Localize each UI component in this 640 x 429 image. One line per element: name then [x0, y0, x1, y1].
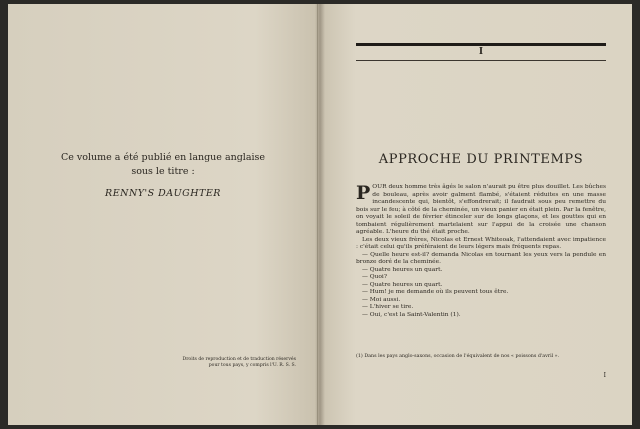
- right-page: [318, 4, 632, 425]
- left-page: [8, 4, 318, 425]
- original-title: RENNY'S DAUGHTER: [105, 188, 221, 199]
- dialogue-line: — Quoi?: [362, 274, 387, 280]
- rights-notice: [176, 357, 296, 369]
- chapter-body: [356, 184, 606, 319]
- rights-line-1: Droits de reproduction et de traduction réservés: [182, 357, 296, 362]
- rights-line-2: pour tous pays, y compris l'U. R. S. S.: [208, 363, 296, 368]
- dialogue-line: — Moi aussi.: [362, 296, 401, 303]
- chapter-title: APPROCHE DU PRINTEMPS: [378, 152, 584, 167]
- edition-notice: [8, 151, 318, 201]
- dialogue-line: — Quatre heures un quart.: [362, 281, 443, 288]
- dialogue-line: — Hum! je me demande où ils peuvent tous être.: [362, 289, 509, 295]
- notice-line-1: Ce volume a été publié en langue anglaise: [60, 152, 266, 163]
- paragraph: POUR deux homme très âgés le salon n'aurait pu être plus douillet. Les bûches de bouleau, après avoir galment flambé, s'étaient réduites en une masse incandescente qui, bientôt, s'effondrerait; il faudrait sous peu remettre du bois sur le feu; à côté de la cheminée, un vieux panier en était plein. Par la fenêtre, on voyait le soleil de février étinceler sur de longs glaçons, et les gouttes qui en tombaient régulièrement martelaient sur l'appui de la croisée une chanson agréable. L'heure du thé était proche.: [356, 182, 606, 235]
- page-number: I: [603, 372, 606, 379]
- book-spread: [8, 4, 632, 425]
- chapter-rule-bottom: [356, 60, 606, 61]
- paragraph: — Quelle heure est-il? demanda Nicolas en tournant les yeux vers la pendule en bronze doré de la cheminée.: [356, 251, 606, 265]
- drop-cap: P: [356, 182, 371, 204]
- paragraph: Les deux vieux frères, Nicolas et Ernest Whiteoak, l'attendaient avec impatience : c'était celui qu'ils préféraient de leurs légers mais fréquents repas.: [356, 236, 606, 250]
- dialogue-line: — L'hiver se tire.: [362, 304, 414, 310]
- dialogue-line: — Quatre heures un quart.: [362, 266, 443, 273]
- dialogue-line: — Oui, c'est la Saint-Valentin (1).: [362, 311, 461, 318]
- notice-line-2: sous le titre :: [131, 166, 195, 177]
- chapter-number: I: [478, 47, 484, 57]
- footnote: (1) Dans les pays anglo-saxons, occasion de l'équivalent de nos « poissons d'avril ».: [356, 354, 560, 359]
